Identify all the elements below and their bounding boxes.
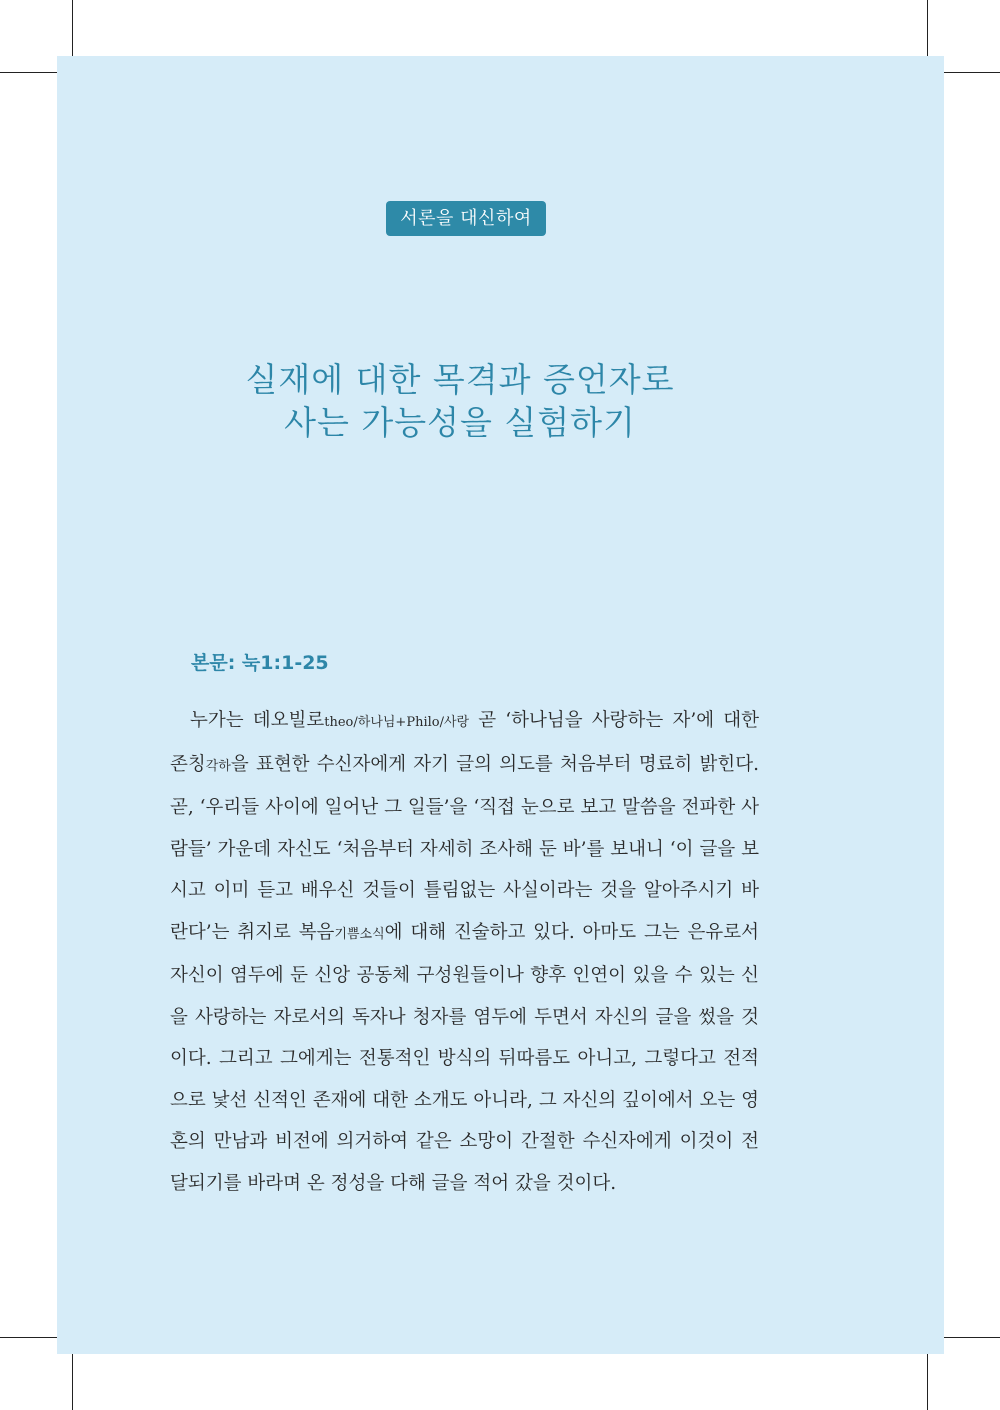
body-text-segment: 곧 ‘하나님을 사랑하는 자’에 대한 존칭 xyxy=(170,710,759,775)
crop-mark-bottom-right xyxy=(927,1354,928,1410)
crop-mark-bottom-left xyxy=(72,1354,73,1410)
inline-annotation: 각하 xyxy=(205,758,231,774)
chapter-title-line-1: 실재에 대한 목격과 증언자로 xyxy=(245,360,675,399)
crop-mark-left-top xyxy=(0,72,57,73)
crop-mark-right-bottom xyxy=(944,1337,1000,1338)
crop-mark-left-bottom xyxy=(0,1337,57,1338)
body-text-segment: 누가는 데오빌로 xyxy=(190,710,325,731)
chapter-title-line-2: 사는 가능성을 실험하기 xyxy=(284,403,636,442)
crop-mark-top-left xyxy=(72,0,73,56)
section-badge: 서론을 대신하여 xyxy=(386,201,546,236)
inline-annotation: 기쁨소식 xyxy=(334,926,385,942)
body-text-segment: 에 대해 진술하고 있다. 아마도 그는 은유로서 자신이 염두에 둔 신앙 공동체 구성원들이나 향후 인연이 있을 수 있는 신을 사랑하는 자로서의 독자나 청자를 염두에 두면서 자신의 글을 썼을 것이다. 그리고 그에게는 전통적인 방식의 뒤따름도 아니고, 그렇다고 전적으로 낯선 신적인 존재에 대한 소개도 아니라, 그 자신의 깊이에서 오는 영혼의 만남과 비전에 의거하여 같은 소망이 간절한 수신자에게 이것이 전달되기를 바라며 온 정성을 다해 글을 적어 갔을 것이다. xyxy=(170,921,759,1194)
chapter-title xyxy=(150,358,770,444)
body-text-segment: 을 표현한 수신자에게 자기 글의 의도를 처음부터 명료히 밝힌다. 곧, ‘우리들 사이에 일어난 그 일들’을 ‘직접 눈으로 보고 말씀을 전파한 사람들’ 가운데 자신도 ‘처음부터 자세히 조사해 둔 바’를 보내니 ‘이 글을 보시고 이미 듣고 배우신 것들이 틀림없는 사실이라는 것을 알아주시기 바란다’는 취지로 복음 xyxy=(170,753,759,943)
crop-mark-right-top xyxy=(944,72,1000,73)
inline-annotation: theo/하나님+Philo/사랑 xyxy=(324,715,470,730)
body-paragraph xyxy=(170,700,759,1204)
crop-mark-top-right xyxy=(927,0,928,56)
scripture-reference: 본문: 눅1:1-25 xyxy=(191,652,329,674)
